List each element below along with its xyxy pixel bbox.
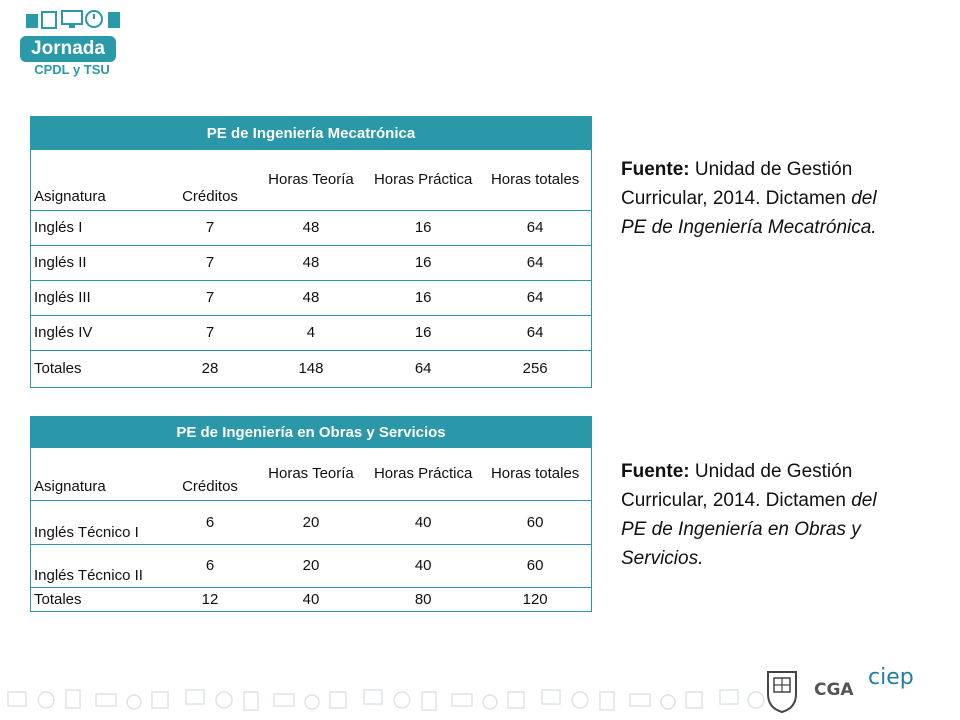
cell-horas-practica: 16	[367, 315, 479, 350]
cell-horas-teoria: 48	[255, 245, 367, 280]
table-row	[31, 245, 592, 280]
cell-horas-practica: 16	[367, 280, 479, 315]
jornada-logo	[20, 8, 130, 77]
header-asignatura: Asignatura	[31, 448, 166, 500]
cell-horas-practica: 64	[367, 350, 479, 387]
ciep-logo: ciep	[868, 665, 914, 690]
cell-asignatura: Inglés Técnico II	[31, 544, 166, 587]
cell-asignatura: Totales	[31, 587, 166, 611]
table-obras-servicios	[30, 416, 592, 612]
cell-asignatura: Inglés III	[31, 280, 166, 315]
header-horas-totales: Horas totales	[479, 448, 591, 500]
source-label: Fuente:	[621, 461, 690, 482]
header-horas-teoria: Horas Teoría	[255, 448, 367, 500]
header-creditos: Créditos	[165, 448, 255, 500]
header-horas-teoria: Horas Teoría	[255, 150, 367, 210]
cell-horas-totales: 64	[479, 280, 591, 315]
cell-creditos: 12	[165, 587, 255, 611]
table-row	[31, 210, 592, 245]
cell-horas-practica: 16	[367, 245, 479, 280]
cell-asignatura: Inglés Técnico I	[31, 500, 166, 544]
cell-horas-totales: 60	[479, 544, 591, 587]
cell-creditos: 7	[165, 280, 255, 315]
cell-horas-teoria: 20	[255, 500, 367, 544]
cell-horas-teoria: 20	[255, 544, 367, 587]
cell-creditos: 28	[165, 350, 255, 387]
source-label: Fuente:	[621, 159, 690, 180]
cell-horas-teoria: 48	[255, 280, 367, 315]
table-title: PE de Ingeniería en Obras y Servicios	[31, 416, 592, 448]
cell-horas-totales: 64	[479, 210, 591, 245]
cell-horas-practica: 40	[367, 500, 479, 544]
cell-horas-teoria: 148	[255, 350, 367, 387]
table-totals-row	[31, 350, 592, 387]
cell-asignatura: Inglés I	[31, 210, 166, 245]
university-seal-icon	[762, 666, 802, 714]
source-text: Unidad de Gestión Curricular, 2014. Dictamen	[621, 461, 853, 511]
cell-horas-teoria: 40	[255, 587, 367, 611]
header-creditos: Créditos	[165, 150, 255, 210]
header-horas-practica: Horas Práctica	[367, 150, 479, 210]
source-note-obras	[621, 457, 891, 573]
source-italic: del PE de Ingeniería en Obras y Servicios.	[621, 490, 877, 569]
logo-badge: Jornada	[20, 36, 116, 62]
cell-creditos: 6	[165, 544, 255, 587]
cell-horas-practica: 40	[367, 544, 479, 587]
source-text: Unidad de Gestión Curricular, 2014. Dictamen	[621, 159, 853, 209]
header-horas-totales: Horas totales	[479, 150, 591, 210]
cell-horas-practica: 16	[367, 210, 479, 245]
cell-creditos: 6	[165, 500, 255, 544]
cell-horas-totales: 64	[479, 315, 591, 350]
cell-horas-totales: 120	[479, 587, 591, 611]
cell-creditos: 7	[165, 315, 255, 350]
cell-creditos: 7	[165, 245, 255, 280]
source-note-mecatronica	[621, 155, 891, 242]
footer-pattern	[0, 680, 780, 720]
logo-icons	[24, 8, 124, 30]
table-row	[31, 500, 592, 544]
cell-horas-totales: 64	[479, 245, 591, 280]
cell-horas-practica: 80	[367, 587, 479, 611]
footer-logos	[762, 660, 952, 716]
logo-subtitle: CPDL y TSU	[34, 62, 110, 77]
cell-horas-teoria: 48	[255, 210, 367, 245]
table-header-row	[31, 150, 592, 210]
cell-asignatura: Inglés II	[31, 245, 166, 280]
header-asignatura: Asignatura	[31, 150, 166, 210]
cell-creditos: 7	[165, 210, 255, 245]
cell-horas-totales: 256	[479, 350, 591, 387]
header-horas-practica: Horas Práctica	[367, 448, 479, 500]
cga-logo: CGA	[814, 680, 854, 700]
table-row	[31, 280, 592, 315]
table-header-row	[31, 448, 592, 500]
cell-asignatura: Inglés IV	[31, 315, 166, 350]
cell-horas-totales: 60	[479, 500, 591, 544]
cell-asignatura: Totales	[31, 350, 166, 387]
table-totals-row	[31, 587, 592, 611]
table-title: PE de Ingeniería Mecatrónica	[31, 116, 592, 150]
table-row	[31, 544, 592, 587]
cell-horas-teoria: 4	[255, 315, 367, 350]
table-row	[31, 315, 592, 350]
table-mecatronica	[30, 116, 592, 388]
source-italic: del PE de Ingeniería Mecatrónica.	[621, 188, 877, 238]
